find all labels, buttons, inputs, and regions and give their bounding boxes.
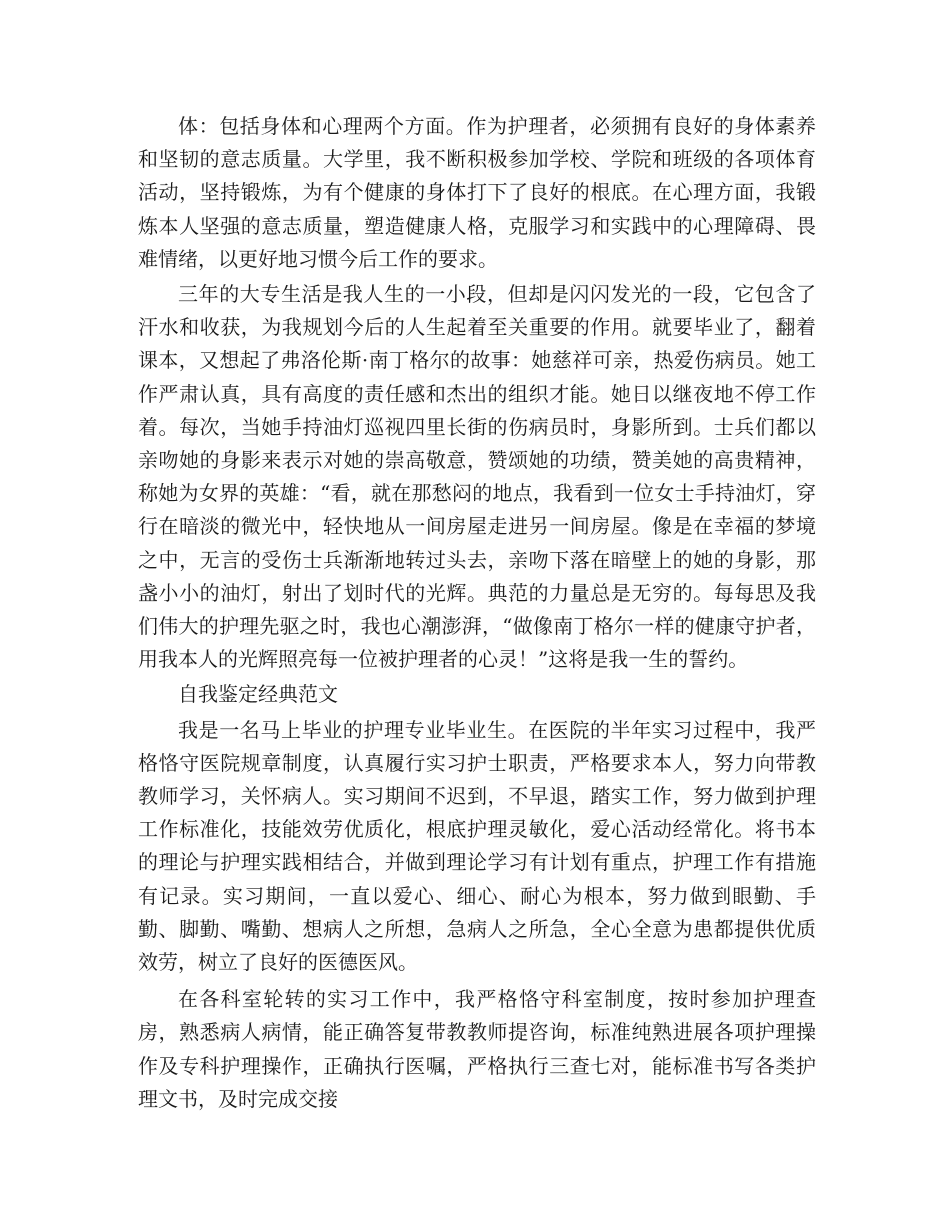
paragraph-internship-summary: 我是一名马上毕业的护理专业毕业生。在医院的半年实习过程中，我严格恪守医院规章制度，认真履行实习护士职责，严格要求本人，努力向带教教师学习，关怀病人。实习期间不迟到，不早退，踏实工作，努力做到护理工作标准化，技能效劳优质化，根底护理灵敏化，爱心活动经常化。将书本的理论与护理实践相结合，并做到理论学习有计划有重点，护理工作有措施有记录。实习期间，一直以爱心、细心、耐心为根本，努力做到眼勤、手勤、脚勤、嘴勤、想病人之所想，急病人之所急，全心全意为患都提供优质效劳，树立了良好的医德医风。 [138,717,816,975]
paragraph-college-life-nightingale: 三年的大专生活是我人生的一小段，但却是闪闪发光的一段，它包含了汗水和收获，为我规划今后的人生起着至关重要的作用。就要毕业了，翻着课本，又想起了弗洛伦斯·南丁格尔的故事：她慈祥可亲，热爱伤病员。她工作严肃认真，具有高度的责任感和杰出的组织才能。她日以继夜地不停工作着。每次，当她手持油灯巡视四里长街的伤病员时，身影所到。士兵们都以亲吻她的身影来表示对她的崇高敬意，赞颂她的功绩，赞美她的高贵精神，称她为女界的英雄：“看，就在那愁闷的地点，我看到一位女士手持油灯，穿行在暗淡的微光中，轻快地从一间房屋走进另一间房屋。像是在幸福的梦境之中，无言的受伤士兵渐渐地转过头去，亲吻下落在暗壁上的她的身影，那盏小小的油灯，射出了划时代的光辉。典范的力量总是无穷的。每每思及我们伟大的护理先驱之时，我也心潮澎湃，“做像南丁格尔一样的健康守护者，用我本人的光辉照亮每一位被护理者的心灵！”这将是我一生的誓约。 [138,282,816,672]
paragraph-department-rotation: 在各科室轮转的实习工作中，我严格恪守科室制度，按时参加护理查房，熟悉病人病情，能正确答复带教教师提咨询，标准纯熟进展各项护理操作及专科护理操作，正确执行医嘱，严格执行三查七对，能标准书写各类护理文书，及时完成交接 [138,987,816,1111]
document-body [138,110,816,1116]
paragraph-physical-psychological: 体：包括身体和心理两个方面。作为护理者，必须拥有良好的身体素养和坚韧的意志质量。大学里，我不断积极参加学校、学院和班级的各项体育活动，坚持锻炼，为有个健康的身体打下了良好的根底。在心理方面，我锻炼本人坚强的意志质量，塑造健康人格，克服学习和实践中的心理障碍、畏难情绪，以更好地习惯今后工作的要求。 [138,114,816,271]
section-heading: 自我鉴定经典范文 [178,682,338,707]
